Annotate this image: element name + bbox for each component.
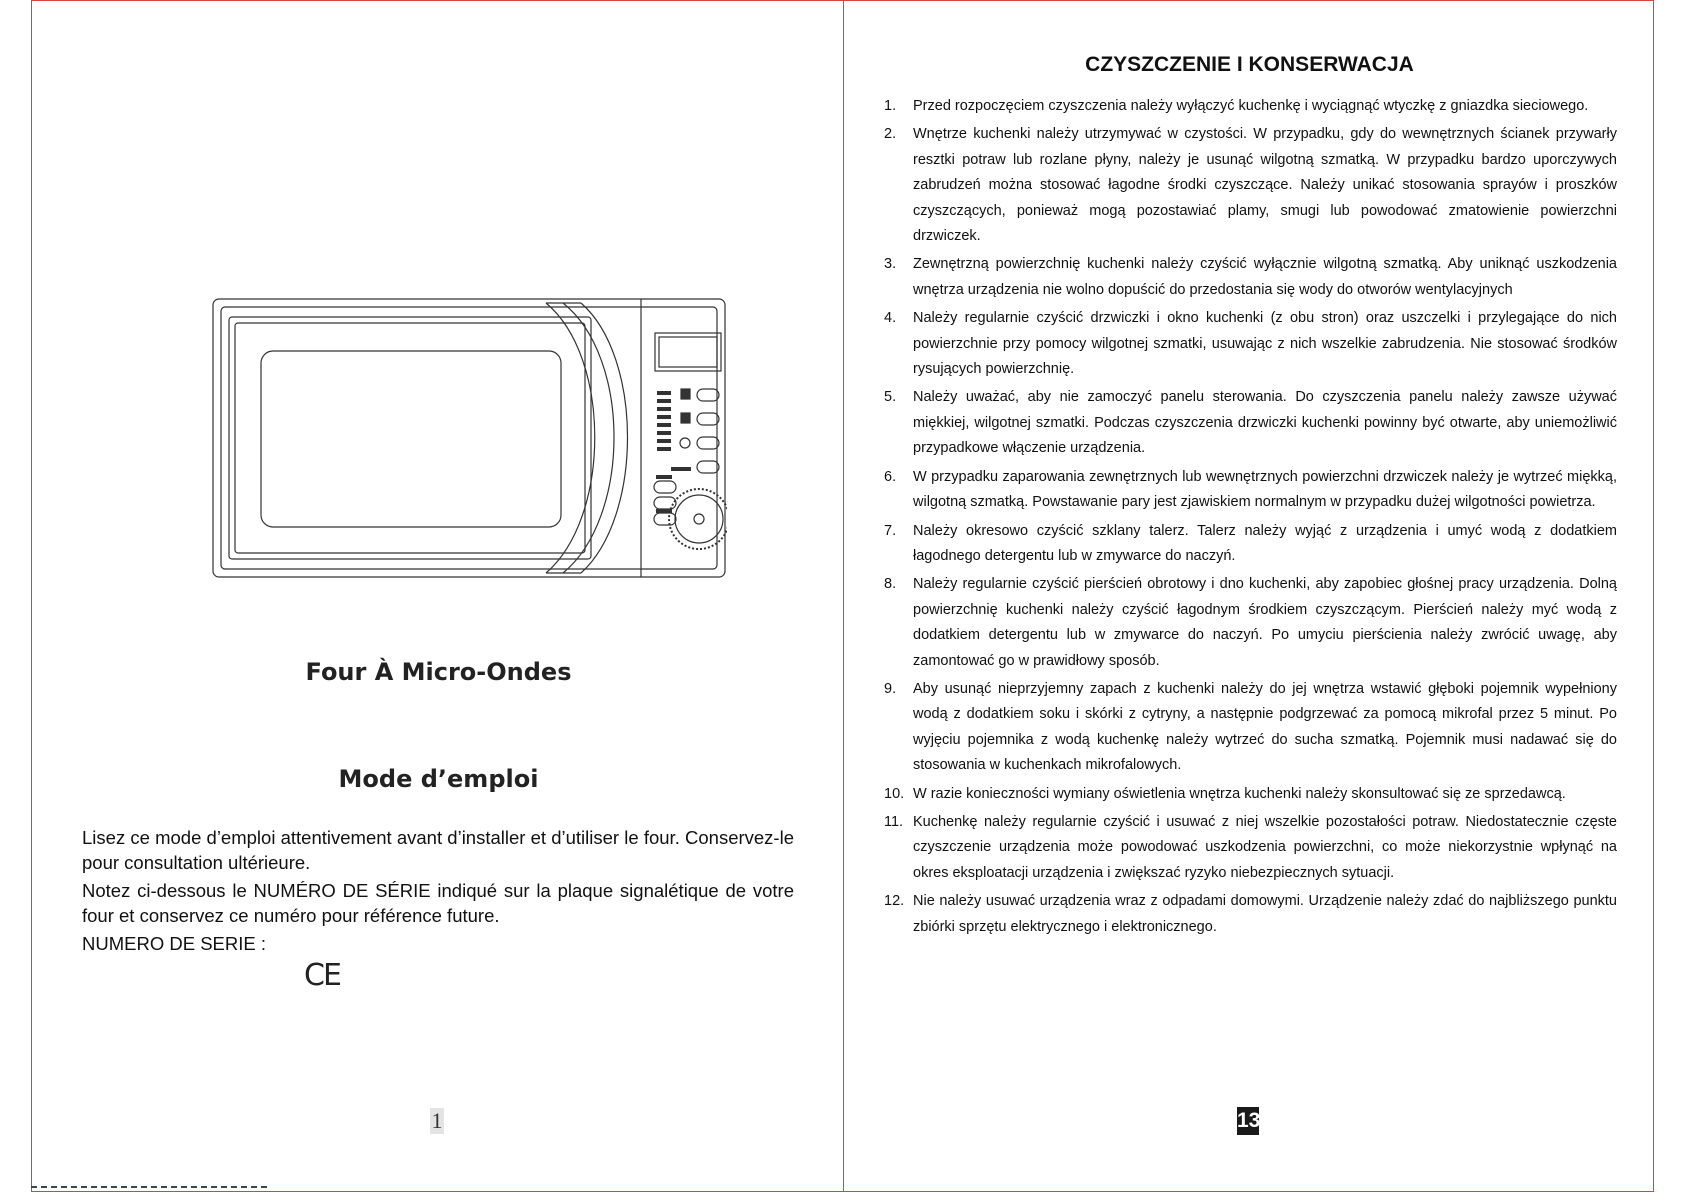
product-title: Four À Micro-Ondes (305, 658, 572, 686)
list-item: 2. Wnętrze kuchenki należy utrzymywać w czystości. W przypadku, gdy do wewnętrznych ścianek przywarły resztki potraw lub rozlane płyny, należy je usunąć wilgotną szmatką. W przypadku bardzo uporczywych zabrudzeń można stosować łagodne środki czyszczące. Należy unikać stosowania sprayów i proszków czyszczących, ponieważ mogą pozostawiać plamy, smugi lub powodować zmatowienie powierzchni drzwiczek. (884, 126, 1617, 245)
microwave-illustration (211, 297, 727, 579)
list-item: 1. Przed rozpoczęciem czyszczenia należy wyłączyć kuchenkę i wyciągnąć wtyczkę z gniazdka sieciowego. (884, 98, 1589, 114)
paragraph-serial-label: NUMERO DE SERIE : (82, 933, 266, 954)
list-item: 3. Zewnętrzną powierzchnię kuchenki należy czyścić wyłącznie wilgotną szmatką. Aby uniknąć uszkodzenia wnętrza urządzenia nie wolno dopuścić do przedostania się wody do otworów wentylacyjnych (884, 256, 1617, 298)
footer-strip (31, 1186, 271, 1188)
page-number: 13 (1237, 1107, 1259, 1135)
cleaning-instructions-list (884, 94, 1617, 943)
manual-title: Mode d’emploi (338, 765, 539, 793)
right-page (843, 0, 1654, 1192)
ce-mark: CE (304, 958, 340, 993)
list-item: 4. Należy regularnie czyścić drzwiczki i okno kuchenki (z obu stron) oraz uszczelki i przylegające do nich powierzchnie przy pomocy wilgotnej szmatki, usuwając z nich wszelkie zabrudzenia. Nie stosować środków rysujących powierzchnię. (884, 310, 1617, 378)
list-item: 10. W razie konieczności wymiany oświetlenia wnętrza kuchenki należy skonsultować się ze sprzedawcą. (884, 785, 1566, 802)
list-item: 5. Należy uważać, aby nie zamoczyć panelu sterowania. Do czyszczenia panelu należy zawsze używać miękkiej, wilgotnej szmatki. Podczas czyszczenia drzwiczki kuchenki powinny być otwarte, aby uniemożliwić przypadkowe włączenie urządzenia. (884, 389, 1617, 457)
list-item: 7. Należy okresowo czyścić szklany talerz. Talerz należy wyjąć z urządzenia i umyć wodą z dodatkiem łagodnego detergentu lub w zmywarce do naczyń. (884, 522, 1617, 564)
list-item: 11. Kuchenkę należy regularnie czyścić i usuwać z niej wszelkie pozostałości potraw. Niedostatecznie częste czyszczenie urządzenia może powodować uszkodzenia powierzchni, co może niekorzystnie wpłynąć na okres eksploatacji urządzenia i zwiększać ryzyko niebezpiecznych sytuacji. (884, 813, 1617, 881)
list-item: 8. Należy regularnie czyścić pierścień obrotowy i dno kuchenki, aby zapobiec głośnej pracy urządzenia. Dolną powierzchnię kuchenki należy czyścić łagodnym środkiem czyszczącym. Pierścień należy myć wodą z dodatkiem detergentu lub w zmywarce do naczyń. Po umyciu pierścienia należy zwrócić uwagę, aby zamontować go w prawidłowy sposób. (884, 576, 1617, 669)
left-page (31, 0, 844, 1192)
list-item: 9. Aby usunąć nieprzyjemny zapach z kuchenki należy do jej wnętrza wstawić głęboki pojemnik wypełniony wodą z dodatkiem soku i skórki z cytryny, a następnie podgrzewać za pomocą mikrofal przez 5 minut. Po wyjęciu pojemnika z wodą kuchenkę należy wytrzeć do sucha szmatką. Pojemnik musi nadawać się do stosowania w kuchenkach mikrofalowych. (884, 680, 1617, 774)
intro-text (82, 825, 794, 959)
paragraph-serial-number: Notez ci-dessous le NUMÉRO DE SÉRIE indiqué sur la plaque signalétique de votre four et conservez ce numéro pour référence future. (82, 880, 794, 926)
list-item: 6. W przypadku zaparowania zewnętrznych lub wewnętrznych powierzchni drzwiczek należy je wytrzeć miękką, wilgotną szmatką. Powstawanie pary jest zjawiskiem normalnym w przypadku dużej wilgotności powietrza. (884, 468, 1617, 511)
list-item: 12. Nie należy usuwać urządzenia wraz z odpadami domowymi. Urządzenie należy zdać do najbliższego punktu zbiórki sprzętu elektrycznego i elektronicznego. (884, 893, 1617, 935)
page-number: 1 (431, 1108, 443, 1133)
paragraph-read-manual: Lisez ce mode d’emploi attentivement avant d’installer et d’utiliser le four. Conservez-le pour consultation ultérieure. (82, 827, 794, 873)
section-title: CZYSZCZENIE I KONSERWACJA (1085, 53, 1414, 76)
